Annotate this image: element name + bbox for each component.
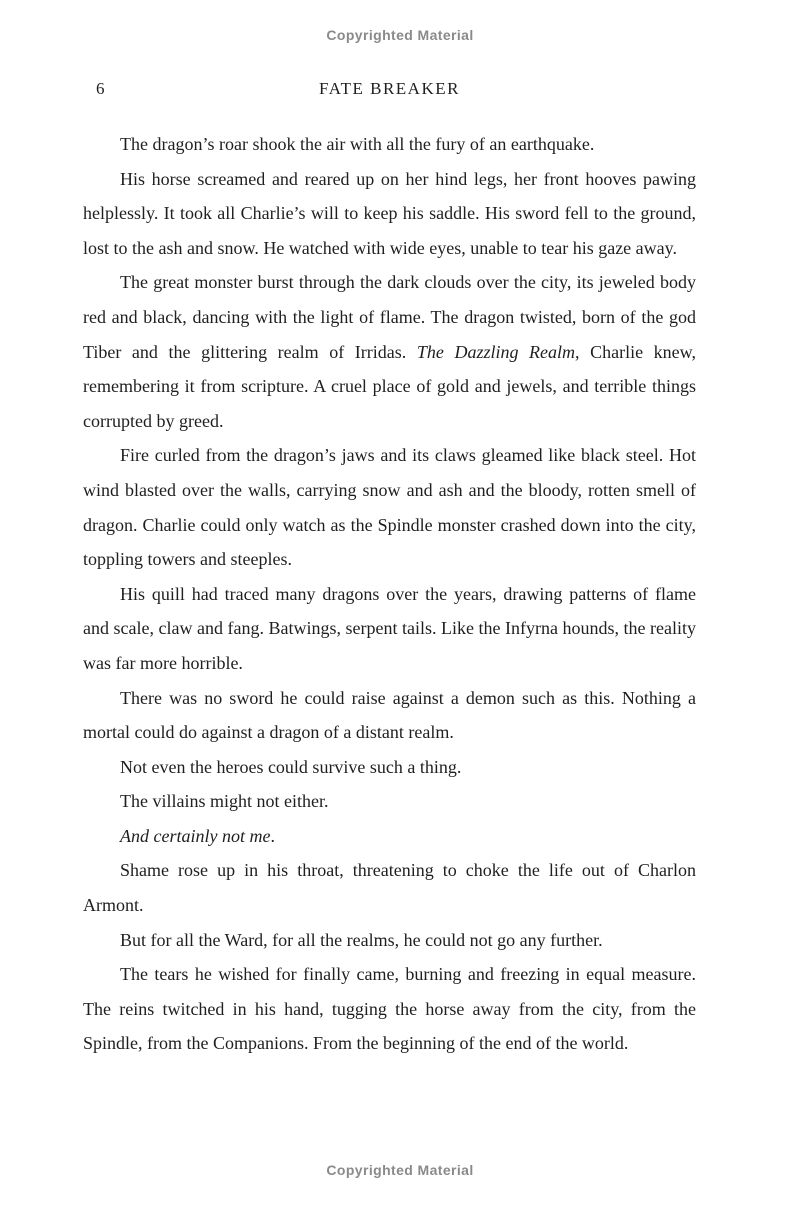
paragraph xyxy=(83,750,696,785)
copyright-notice-bottom: Copyrighted Material xyxy=(326,1162,474,1178)
running-header: FATE BREAKER xyxy=(319,79,460,98)
text-run: . xyxy=(270,825,275,846)
text-run: His quill had traced many dragons over the years, drawing patterns of flame and scale, claw and fang. Batwings, serpent tails. Like the Infyrna hounds, the reality was far more horrible. xyxy=(83,583,696,673)
paragraph xyxy=(83,265,696,438)
paragraph xyxy=(83,438,696,576)
paragraph xyxy=(83,784,696,819)
text-run: Not even the heroes could survive such a thing. xyxy=(120,756,462,777)
text-run: His horse screamed and reared up on her hind legs, her front hooves pawing helplessly. It took all Charlie’s will to keep his saddle. His sword fell to the ground, lost to the ash and snow. He watched with wide eyes, unable to tear his gaze away. xyxy=(83,168,696,258)
text-run: The villains might not either. xyxy=(120,791,329,812)
page-number: 6 xyxy=(96,79,105,98)
text-run: , Charlie knew, remembering it from scripture. A cruel place of gold and jewels, and terrible things corrupted by greed. xyxy=(83,341,696,431)
text-run: There was no sword he could raise against a demon such as this. Nothing a mortal could do against a dragon of a distant realm. xyxy=(83,687,696,743)
text-run: Shame rose up in his throat, threatening to choke the life out of Charlon Armont. xyxy=(83,860,696,916)
paragraph xyxy=(83,681,696,750)
paragraph xyxy=(83,127,696,162)
paragraph xyxy=(83,853,696,922)
body-text xyxy=(83,127,696,1061)
italic-text-run: And certainly not me xyxy=(120,825,271,846)
paragraph xyxy=(83,577,696,681)
italic-text-run: The Dazzling Realm xyxy=(416,341,576,362)
text-run: Fire curled from the dragon’s jaws and its claws gleamed like black steel. Hot wind blasted over the walls, carrying snow and ash and the bloody, rotten smell of dragon. Charlie could only watch as the Spindle monster crashed down into the city, toppling towers and steeples. xyxy=(83,445,696,570)
paragraph xyxy=(83,957,696,1061)
paragraph xyxy=(83,162,696,266)
text-run: The tears he wished for finally came, burning and freezing in equal measure. The reins twitched in his hand, tugging the horse away from the city, from the Spindle, from the Companions. From the beginning of the end of the world. xyxy=(83,964,696,1054)
copyright-notice-top: Copyrighted Material xyxy=(326,27,474,43)
text-run: The great monster burst through the dark clouds over the city, its jeweled body red and black, dancing with the light of flame. The dragon twisted, born of the god Tiber and the glittering realm of Irridas. xyxy=(83,272,696,362)
text-run: The dragon’s roar shook the air with all the fury of an earthquake. xyxy=(120,134,595,154)
paragraph xyxy=(83,819,696,854)
text-run: But for all the Ward, for all the realms, he could not go any further. xyxy=(120,929,603,950)
page-header xyxy=(83,79,696,101)
paragraph xyxy=(83,923,696,958)
